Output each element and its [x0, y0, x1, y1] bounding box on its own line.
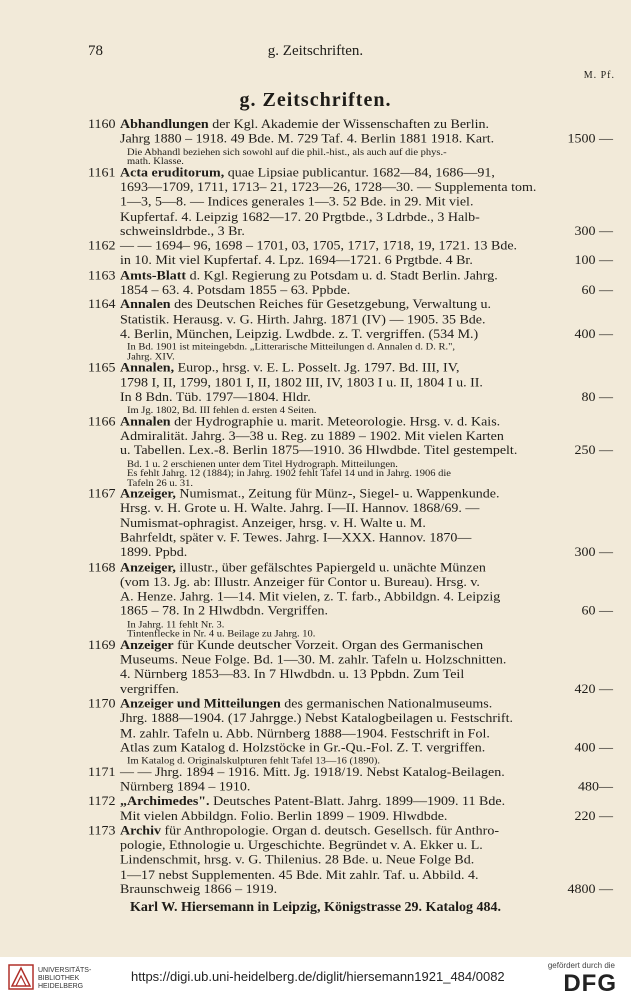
entry-number: 1167	[88, 487, 116, 502]
entry-line	[120, 133, 613, 147]
funding-note: gefördert durch die	[547, 961, 615, 970]
entry-text: Bd. 1 u. 2 erschienen unter dem Titel Hydrograph. Mitteilungen.	[127, 459, 398, 470]
entry-text: für Anthropologie. Organ d. deutsch. Gesellsch. für Anthro-	[164, 824, 499, 839]
entry-title: Annalen	[120, 298, 171, 313]
entry-text: M. zahlr. Tafeln u. Abb. Nürnberg 1888—1904. Festschrift in Fol.	[120, 726, 490, 741]
entry-text: — — Jhrg. 1894 – 1916. Mitt. Jg. 1918/19. Nebst Katalog-Beilagen.	[120, 765, 505, 780]
entry-line	[120, 181, 613, 195]
entry-number: 1173	[88, 824, 116, 839]
entry-text: Tafeln 26 u. 31.	[127, 478, 194, 489]
entry-title: Annalen,	[120, 361, 175, 376]
entry-text: u. Tabellen. Lex.-8. Berlin 1875—1910. 36 Hlwdbde. Titel gestempelt.	[120, 444, 518, 459]
entry-text: Atlas zum Katalog d. Holzstöcke in Gr.-Qu.-Fol. Z. T. vergriffen.	[120, 741, 486, 756]
entry-text: d. Kgl. Regierung zu Potsdam u. d. Stadt Berlin. Jahrg.	[189, 269, 498, 283]
entry-price: 300 —	[574, 546, 613, 560]
page-url[interactable]: https://digi.ub.uni-heidelberg.de/diglit/hiersemann1921_484/0082	[131, 969, 505, 984]
entry-price: 300 —	[574, 225, 613, 239]
entry-number: 1160	[88, 118, 116, 132]
entry-text: für Kunde deutscher Vorzeit. Organ des Germanischen	[177, 638, 484, 653]
viewer-bar	[0, 957, 631, 998]
entry-note	[127, 459, 613, 469]
library-name: UNIVERSITÄTS- BIBLIOTHEK HEIDELBERG	[38, 967, 92, 990]
entry-text: in 10. Mit viel Kupfertaf. 4. Lpz. 1694—1721. 6 Prgtbde. 4 Br.	[120, 254, 473, 268]
entry-text: 1899. Ppbd.	[120, 546, 188, 560]
entry-number: 1165	[88, 361, 116, 376]
entry-number: 1172	[88, 795, 116, 809]
page-number: 78	[88, 43, 103, 59]
running-header: g. Zeitschriften.	[267, 43, 364, 59]
entry-line	[88, 765, 613, 780]
entry-line	[120, 727, 613, 741]
entry-title: Anzeiger	[120, 638, 174, 653]
entry-note	[127, 620, 613, 630]
entry-note	[127, 147, 613, 157]
entry-text: 1—3, 5—8. — Indices generales 1—3. 52 Bde. in 29. Mit viel.	[120, 195, 474, 210]
entry-text: der Kgl. Akademie der Wissenschaften zu Berlin.	[212, 118, 489, 132]
entry-text: der Hydrographie u. marit. Meteorologie. Hrsg. v. d. Kais.	[174, 415, 501, 429]
entry-line	[88, 824, 613, 839]
entry-text: Hrsg. v. H. Grote u. H. Walte. Jahrg. I—II. Hannov. 1868/69. —	[120, 502, 480, 516]
entry-text: A. Henze. Jahrg. 1—14. Mit vielen, z. T. farb., Abbildgn. 4. Leipzig	[120, 590, 501, 604]
entry-text: 4. Nürnberg 1853—83. In 7 Hlwdbdn. u. 13 Ppbdn. Zum Teil	[120, 668, 465, 682]
entry-line	[88, 239, 613, 254]
entry-line	[120, 854, 613, 868]
entry-text: Jhrg. 1888—1904. (17 Jahrgge.) Nebst Katalogbeilagen u. Festschrift.	[120, 712, 513, 726]
entry-title: Archiv	[120, 824, 161, 839]
entry-line	[120, 430, 613, 444]
entry-number: 1163	[88, 269, 116, 283]
entry-price: 220 —	[574, 809, 613, 824]
entry-line	[88, 298, 613, 313]
entry-price: 400 —	[574, 741, 613, 756]
entry-text: (vom 13. Jg. ab: Illustr. Anzeiger für Contor u. Bureau). Hrsg. v.	[120, 575, 480, 590]
entry-text: In Jahrg. 11 fehlt Nr. 3.	[127, 619, 225, 630]
entry-number: 1170	[88, 697, 116, 712]
entry-line	[88, 118, 613, 132]
entry-line	[120, 668, 613, 682]
entry-text: Im Jg. 1802, Bd. III fehlen d. ersten 4 Seiten.	[127, 405, 317, 416]
entry-text: Braunschweig 1866 – 1919.	[120, 883, 278, 897]
entry-text: Kupfertaf. 4. Leipzig 1682—17. 20 Prgtbde., 3 Ldrbde., 3 Halb-	[120, 210, 480, 224]
entry-text: Numismat., Zeitung für Münz-, Siegel- u. Wappenkunde.	[179, 487, 500, 502]
entry-price: 420 —	[574, 682, 613, 697]
entry-text: pologie, Ethnologie u. Urgeschichte. Begründet v. A. Ekker u. L.	[120, 839, 483, 853]
entry-text: Statistik. Herausg. v. G. Hirth. Jahrg. 1871 (IV) — 1905. 35 Bde.	[120, 313, 486, 327]
entry-line	[120, 313, 613, 327]
entry-line	[120, 517, 613, 531]
dfg-logo: DFG	[563, 970, 617, 997]
entry-text: Nürnberg 1894 – 1910.	[120, 780, 251, 794]
entry-note	[127, 352, 613, 362]
entry-line	[120, 590, 613, 604]
entry-number: 1161	[88, 166, 116, 180]
entry-price: 60 —	[581, 605, 613, 619]
entry-note	[127, 406, 613, 416]
section-title: g. Zeitschriften.	[239, 89, 392, 111]
entry-note	[127, 629, 613, 639]
entry-price: 250 —	[574, 444, 613, 459]
entry-title: Amts-Blatt	[120, 269, 187, 283]
entry-text: 1798 I, II, 1799, 1801 I, II, 1802 III, IV, 1803 I u. II, 1804 I u. II.	[120, 376, 483, 390]
entry-line	[120, 653, 613, 667]
entry-text: Admiralität. Jahrg. 3—38 u. Reg. zu 1889 – 1902. Mit vielen Karten	[120, 429, 504, 444]
entry-line	[120, 883, 613, 897]
entry-price: 80 —	[581, 390, 613, 405]
entry-price: 100 —	[574, 254, 613, 268]
entry-title: „Archimedes".	[120, 795, 210, 809]
entry-text: vergriffen.	[120, 682, 179, 697]
entry-number: 1162	[88, 239, 116, 254]
entry-title: Acta eruditorum,	[120, 166, 225, 180]
entry-note	[127, 469, 613, 479]
entry-line	[88, 487, 613, 502]
entry-line	[120, 780, 613, 794]
entry-text: Lindenschmit, hrsg. v. G. Thilenius. 28 Bde. u. Neue Folge Bd.	[120, 853, 475, 868]
entry-text: 4. Berlin, München, Leipzig. Lwdbde. z. T. vergriffen. (534 M.)	[120, 327, 479, 342]
entry-text: Die Abhandl beziehen sich sowohl auf die phil.-hist., als auch auf die phys.-	[127, 147, 447, 158]
entry-text: Deutsches Patent-Blatt. Jahrg. 1899—1909. 11 Bde.	[213, 795, 506, 809]
entry-number: 1171	[88, 765, 116, 780]
entry-text: — — 1694– 96, 1698 – 1701, 03, 1705, 1717, 1718, 19, 1721. 13 Bde.	[120, 239, 518, 254]
entry-line	[120, 196, 613, 210]
entry-number: 1166	[88, 415, 116, 429]
entry-line	[88, 269, 613, 283]
entry-line	[88, 638, 613, 653]
entry-note	[127, 343, 613, 353]
entry-line	[120, 683, 613, 697]
entry-text: 1693—1709, 1711, 1713– 21, 1723—26, 1728—30. — Supplementa tom.	[120, 181, 537, 195]
entry-text: schweinsldrbde., 3 Br.	[120, 225, 245, 239]
entry-number: 1169	[88, 638, 116, 653]
entry-note	[127, 756, 613, 766]
entry-line	[120, 502, 613, 516]
entry-line	[88, 795, 613, 809]
entry-line	[88, 561, 613, 575]
entry-text: Museums. Neue Folge. Bd. 1—30. M. zahlr. Tafeln u. Holzschnitten.	[120, 653, 507, 667]
entry-text: Numismat-ophragist. Anzeiger, hrsg. v. H. Walte u. M.	[120, 516, 426, 531]
entry-line	[120, 576, 613, 590]
entry-text: Tintenflecke in Nr. 4 u. Beilage zu Jahrg. 10.	[127, 629, 316, 640]
entry-text: 1865 – 78. In 2 Hlwdbdn. Vergriffen.	[120, 605, 329, 619]
entry-note	[127, 157, 613, 167]
margin-note: M. Pf.	[583, 70, 615, 81]
entry-line	[120, 742, 613, 756]
entry-text: illustr., über gefälschtes Papiergeld u. unächte Münzen	[179, 561, 486, 575]
entry-price: 1500 —	[567, 132, 613, 147]
entry-line	[120, 328, 613, 342]
entry-line	[120, 391, 613, 405]
entry-line	[120, 605, 613, 619]
entry-price: 480—	[578, 780, 613, 794]
entry-number: 1168	[88, 561, 116, 575]
entry-text: Europ., hrsg. v. E. L. Posselt. Jg. 1797. Bd. III, IV,	[177, 361, 460, 376]
entry-line	[120, 712, 613, 726]
entry-line	[120, 546, 613, 560]
entry-text: Im Katalog d. Originalskulpturen fehlt Tafel 13—16 (1890).	[127, 756, 381, 767]
entry-text: 1—17 nebst Supplementen. 45 Bde. Mit zahlr. Taf. u. Abbild. 4.	[120, 868, 479, 883]
library-logo-icon	[8, 964, 34, 990]
entry-line	[88, 415, 613, 429]
entry-price: 4800 —	[567, 883, 613, 897]
entry-text: Bahrfeldt, später v. F. Tewes. Jahrg. I—XXX. Hannov. 1870—	[120, 531, 472, 546]
entry-title: Anzeiger,	[120, 487, 176, 502]
entry-note	[127, 478, 613, 488]
entry-line	[120, 225, 613, 239]
entry-text: In 8 Bdn. Tüb. 1797—1804. Hldr.	[120, 390, 311, 405]
entry-line	[120, 532, 613, 546]
entry-line	[88, 697, 613, 712]
entry-line	[120, 254, 613, 268]
entry-line	[120, 444, 613, 458]
entry-line	[120, 869, 613, 883]
entry-text: 1854 – 63. 4. Potsdam 1855 – 63. Ppbde.	[120, 283, 351, 298]
entry-text: des germanischen Nationalmuseums.	[284, 697, 493, 712]
entry-line	[120, 376, 613, 390]
entry-price: 60 —	[581, 283, 613, 298]
entry-title: Annalen	[120, 415, 171, 429]
entry-text: Es fehlt Jahrg. 12 (1884); in Jahrg. 1902 fehlt Tafel 14 und in Jahrg. 1906 die	[127, 468, 451, 479]
entry-text: Jahrg. XIV.	[127, 352, 175, 363]
entry-title: Abhandlungen	[120, 118, 209, 132]
entry-line	[120, 839, 613, 853]
entry-line	[120, 210, 613, 224]
entry-title: Anzeiger,	[120, 561, 176, 575]
entry-price: 400 —	[574, 327, 613, 342]
entry-line	[120, 284, 613, 298]
entry-text: quae Lipsiae publicantur. 1682—84, 1686—91,	[227, 166, 495, 180]
entry-text: In Bd. 1901 ist miteingebdn. „Litterarische Mitteilungen d. Annalen d. D. R.",	[127, 342, 455, 353]
entry-line	[88, 361, 613, 376]
entry-text: Mit vielen Abbildgn. Folio. Berlin 1899 – 1909. Hlwdbde.	[120, 809, 448, 824]
entry-text: math. Klasse.	[127, 156, 184, 167]
entry-line	[88, 166, 613, 180]
entry-line	[120, 810, 613, 824]
entry-text: Jahrg 1880 – 1918. 49 Bde. M. 729 Taf. 4. Berlin 1881 1918. Kart.	[120, 132, 495, 147]
entry-text: des Deutschen Reiches für Gesetzgebung, Verwaltung u.	[174, 298, 492, 313]
entry-title: Anzeiger und Mitteilungen	[120, 697, 281, 712]
entry-number: 1164	[88, 298, 116, 313]
page-footer: Karl W. Hiersemann in Leipzig, Königstrasse 29. Katalog 484.	[129, 900, 501, 915]
